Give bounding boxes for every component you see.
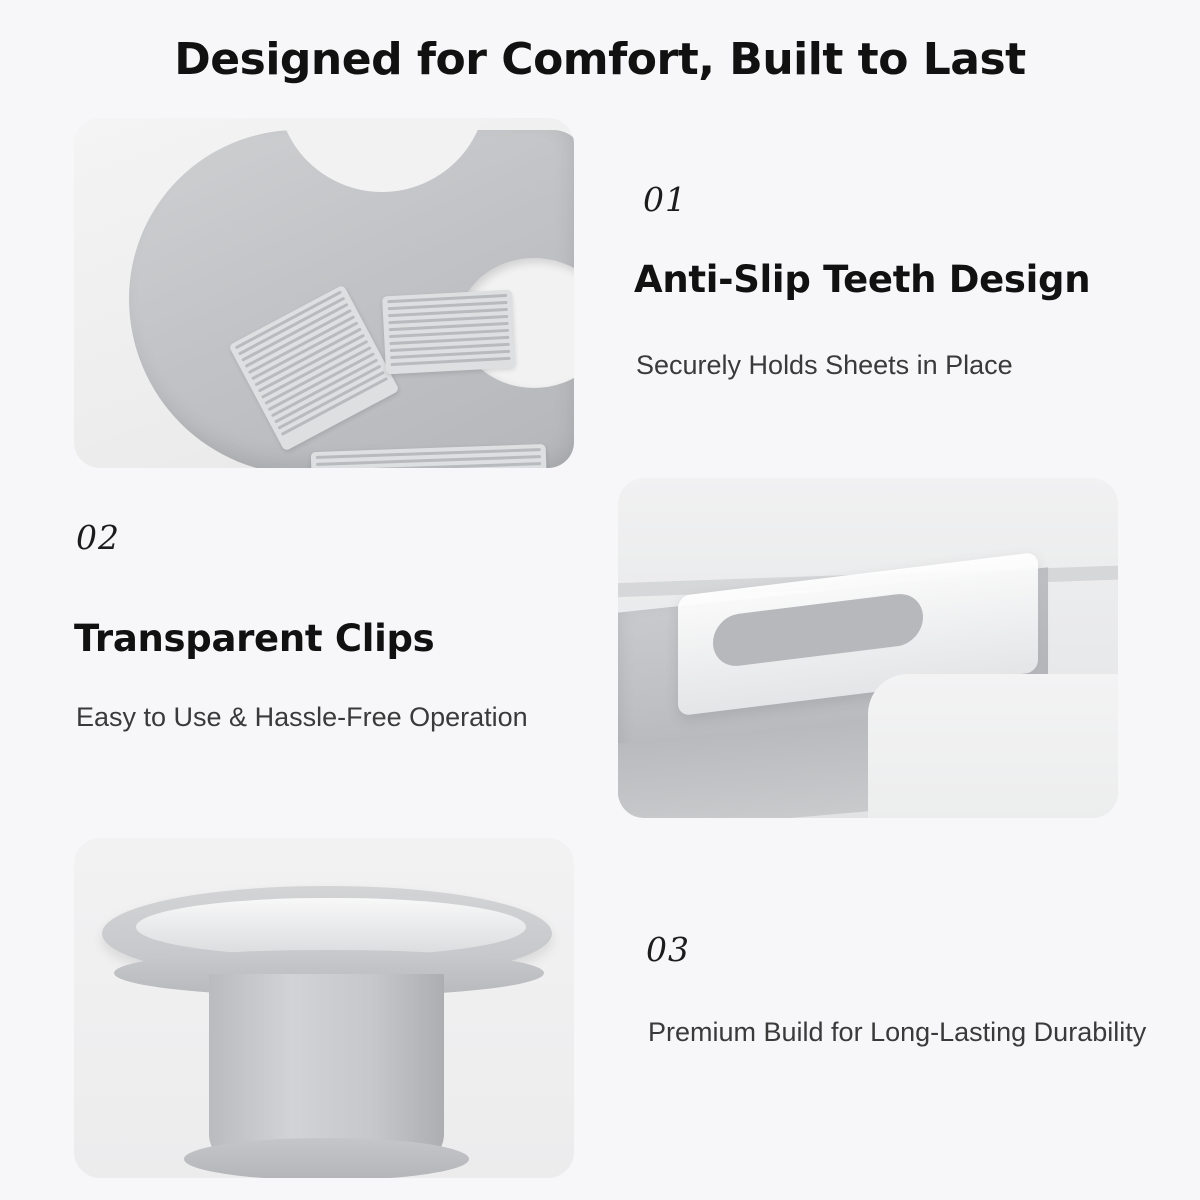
base-transparent-band-shape (136, 898, 526, 956)
base-column-shape (209, 974, 444, 1164)
feature-heading-02: Transparent Clips (74, 617, 435, 660)
feature-heading-01: Anti-Slip Teeth Design (634, 258, 1091, 301)
clip-background-riser-shape (868, 674, 1118, 818)
feature-subtext-03: Premium Build for Long-Lasting Durability (648, 1017, 1147, 1047)
page-title: Designed for Comfort, Built to Last (174, 34, 1026, 85)
feature-number-03: 03 (646, 930, 690, 969)
anti-slip-teeth-tray-photo (74, 118, 574, 468)
base-foot-shape (184, 1138, 469, 1178)
feature-number-01: 01 (643, 180, 687, 219)
feature-subtext-01: Securely Holds Sheets in Place (636, 350, 1013, 380)
tray-notch-shape (277, 118, 487, 192)
feature-subtext-02: Easy to Use & Hassle-Free Operation (76, 702, 528, 732)
teeth-strip-center (382, 290, 516, 375)
pedestal-base-photo (74, 838, 574, 1178)
transparent-clip-closeup-photo (618, 478, 1118, 818)
feature-number-02: 02 (76, 518, 120, 557)
